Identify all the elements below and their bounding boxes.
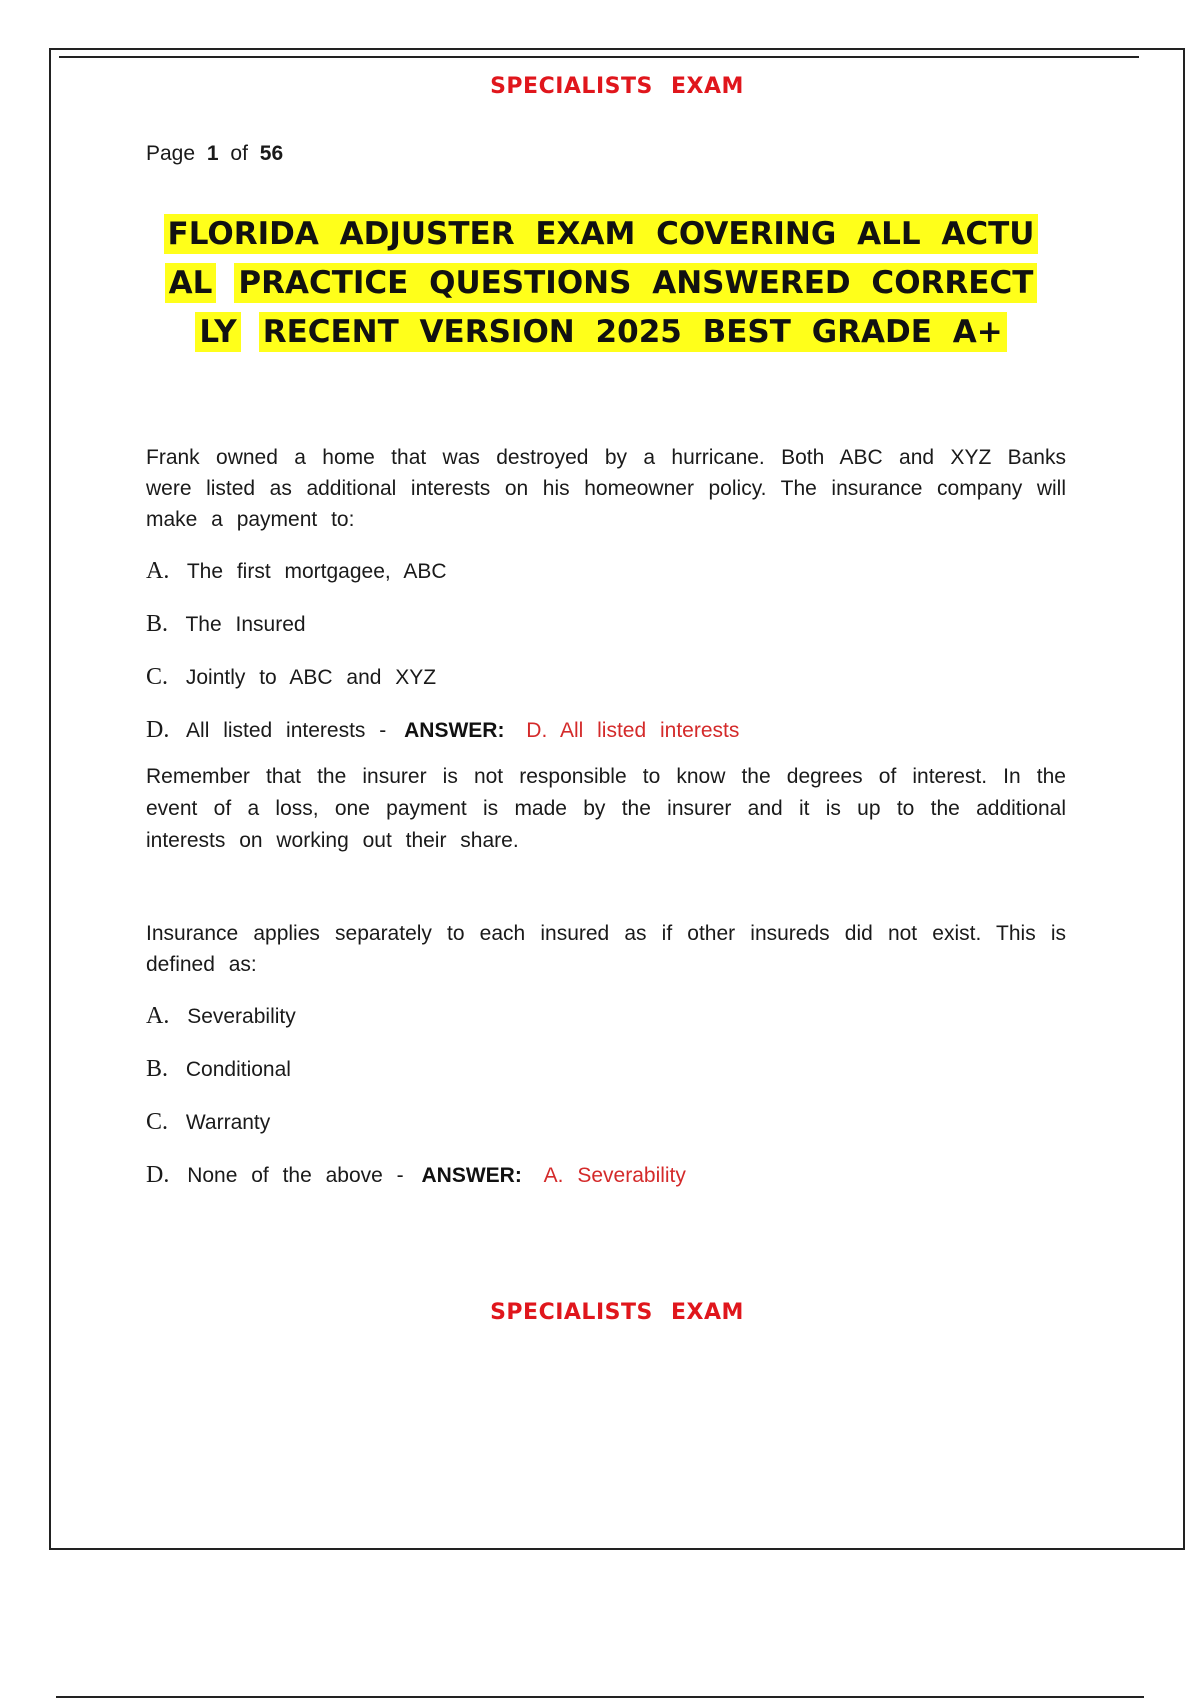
option-text: The first mortgagee, ABC	[186, 560, 447, 583]
option-c	[146, 651, 1066, 704]
option-text: Jointly to ABC and XYZ	[185, 666, 437, 689]
document-title	[141, 210, 1061, 357]
option-c	[146, 1096, 1066, 1149]
answer-label: ANSWER:	[404, 719, 505, 742]
title-text: RECENT VERSION 2025 BEST GRADE A+	[259, 312, 1007, 352]
option-text: Warranty	[185, 1111, 271, 1134]
answer-label: ANSWER:	[421, 1164, 522, 1187]
title-text: FLORIDA ADJUSTER EXAM COVERING ALL ACTU	[164, 214, 1039, 254]
page-indicator	[146, 142, 283, 166]
page-frame	[49, 48, 1185, 1550]
option-letter: A.	[146, 1003, 170, 1029]
page-label: Page	[146, 142, 196, 165]
question-stem: Insurance applies separately to each insured as if other insureds did not exist. This is defined as:	[146, 922, 1066, 976]
option-letter: C.	[146, 664, 169, 690]
question-stem: Frank owned a home that was destroyed by a hurricane. Both ABC and XYZ Banks were listed as additional interests on his homeowner policy. The insurance company will make a payment to:	[146, 446, 1066, 531]
option-letter: B.	[146, 1056, 169, 1082]
top-rule	[59, 56, 1139, 58]
page-of: of	[230, 142, 248, 165]
footer-title: SPECIALISTS EXAM	[490, 1300, 744, 1325]
answer-value: A. Severability	[543, 1164, 686, 1187]
option-letter: D.	[146, 717, 170, 743]
option-letter: C.	[146, 1109, 169, 1135]
option-a	[146, 990, 1066, 1043]
question-1	[146, 442, 1066, 857]
option-b	[146, 598, 1066, 651]
option-letter: B.	[146, 611, 169, 637]
title-text: LY	[195, 312, 240, 352]
page-total: 56	[259, 142, 284, 165]
title-text: AL	[165, 263, 217, 303]
option-d	[146, 704, 1066, 757]
answer-explanation: Remember that the insurer is not responsible to know the degrees of interest. In the event of a loss, one payment is made by the insurer and it is up to the additional interests on working out their share.	[146, 765, 1066, 852]
bottom-rule	[56, 1696, 1144, 1698]
title-line-1	[141, 210, 1061, 259]
option-text: All listed interests -	[186, 719, 387, 742]
title-text: PRACTICE QUESTIONS ANSWERED CORRECT	[234, 263, 1037, 303]
option-text: None of the above -	[187, 1164, 404, 1187]
option-a	[146, 545, 1066, 598]
option-text: Severability	[187, 1005, 296, 1028]
title-line-3	[141, 308, 1061, 357]
question-2	[146, 918, 1066, 1202]
option-text: Conditional	[185, 1058, 291, 1081]
page-number: 1	[206, 142, 219, 165]
option-letter: D.	[146, 1162, 170, 1188]
option-text: The Insured	[185, 613, 306, 636]
option-b	[146, 1043, 1066, 1096]
option-d	[146, 1149, 1066, 1202]
header-title: SPECIALISTS EXAM	[490, 74, 744, 99]
option-letter: A.	[146, 558, 170, 584]
answer-value: D. All listed interests	[526, 719, 740, 742]
title-line-2	[141, 259, 1061, 308]
